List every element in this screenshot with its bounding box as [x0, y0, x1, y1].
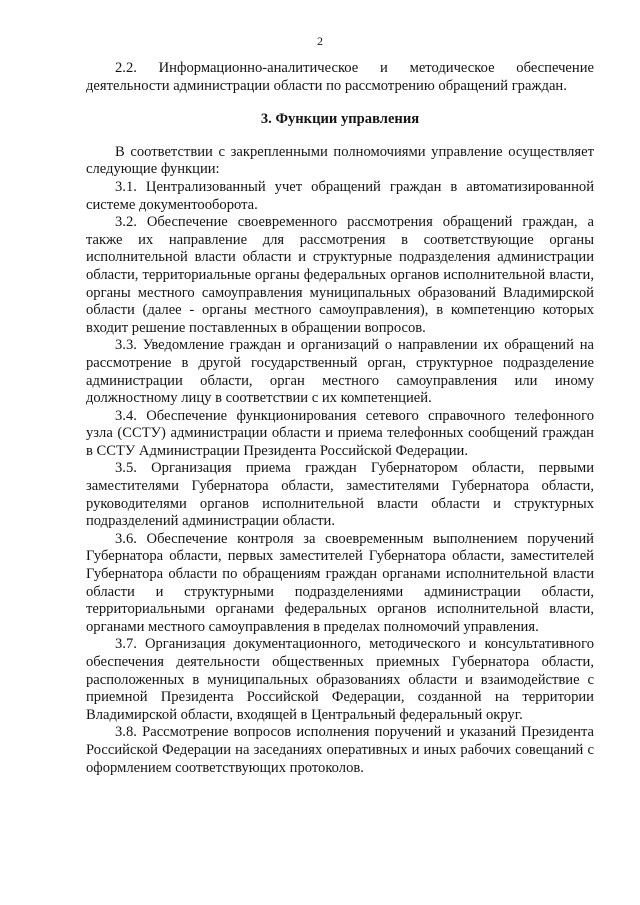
function-item-3-4: 3.4. Обеспечение функционирования сетевого справочного телефонного узла (ССТУ) администрации области и приема телефонных сообщений граждан в ССТУ Администрации Президента Российской Федерации. — [86, 407, 594, 459]
function-item-3-2: 3.2. Обеспечение своевременного рассмотрения обращений граждан, а также их направление для рассмотрения в соответствующие органы исполнительной власти области и структурные подразделения администрации области, территориальные органы федеральных органов исполнительной власти, органы местного самоуправления муниципальных образований Владимирской области (далее - органы местного самоуправления), в компетенцию которых входит решение поставленных в обращении вопросов. — [86, 214, 594, 336]
function-item-3-1: 3.1. Централизованный учет обращений граждан в автоматизированной системе документооборота. — [86, 178, 594, 213]
function-item-3-8: 3.8. Рассмотрение вопросов исполнения поручений и указаний Президента Российской Федерации на заседаниях оперативных и иных рабочих совещаний с оформлением соответствующих протоколов. — [86, 724, 594, 776]
intro-paragraph: 2.2. Информационно-аналитическое и методическое обеспечение деятельности администрации области по рассмотрению обращений граждан. — [86, 60, 594, 94]
function-item-3-7: 3.7. Организация документационного, методического и консультативного обеспечения деятельности общественных приемных Губернатора области, расположенных в муниципальных образованиях области и взаимодействие с приемной Президента Российской Федерации, созданной на территории Владимирской области, входящей в Центральный федеральный округ. — [86, 636, 594, 723]
section-title: 3. Функции управления — [260, 111, 420, 128]
section-lead-paragraph: В соответствии с закрепленными полномочиями управление осуществляет следующие функции: — [86, 143, 594, 178]
function-item-3-5: 3.5. Организация приема граждан Губернатором области, первыми заместителями Губернатора области, заместителями Губернатора области, руководителями органов исполнительной власти области и структурных подразделений администрации области. — [86, 460, 594, 530]
document-body — [86, 60, 594, 777]
function-item-3-3: 3.3. Уведомление граждан и организаций о направлении их обращений на рассмотрение в другой государственный орган, структурное подразделение администрации области, орган местного самоуправления или иному должностному лицу в соответствии с их компетенцией. — [86, 337, 594, 407]
page-number: 2 — [317, 34, 323, 48]
function-item-3-6: 3.6. Обеспечение контроля за своевременным выполнением поручений Губернатора области, первых заместителей Губернатора области, заместителей Губернатора области по обращениям граждан органами исполнительной власти области и структурными подразделениями администрации области, территориальными органами федеральных органов исполнительной власти, органами местного самоуправления в пределах полномочий управления. — [86, 530, 594, 635]
